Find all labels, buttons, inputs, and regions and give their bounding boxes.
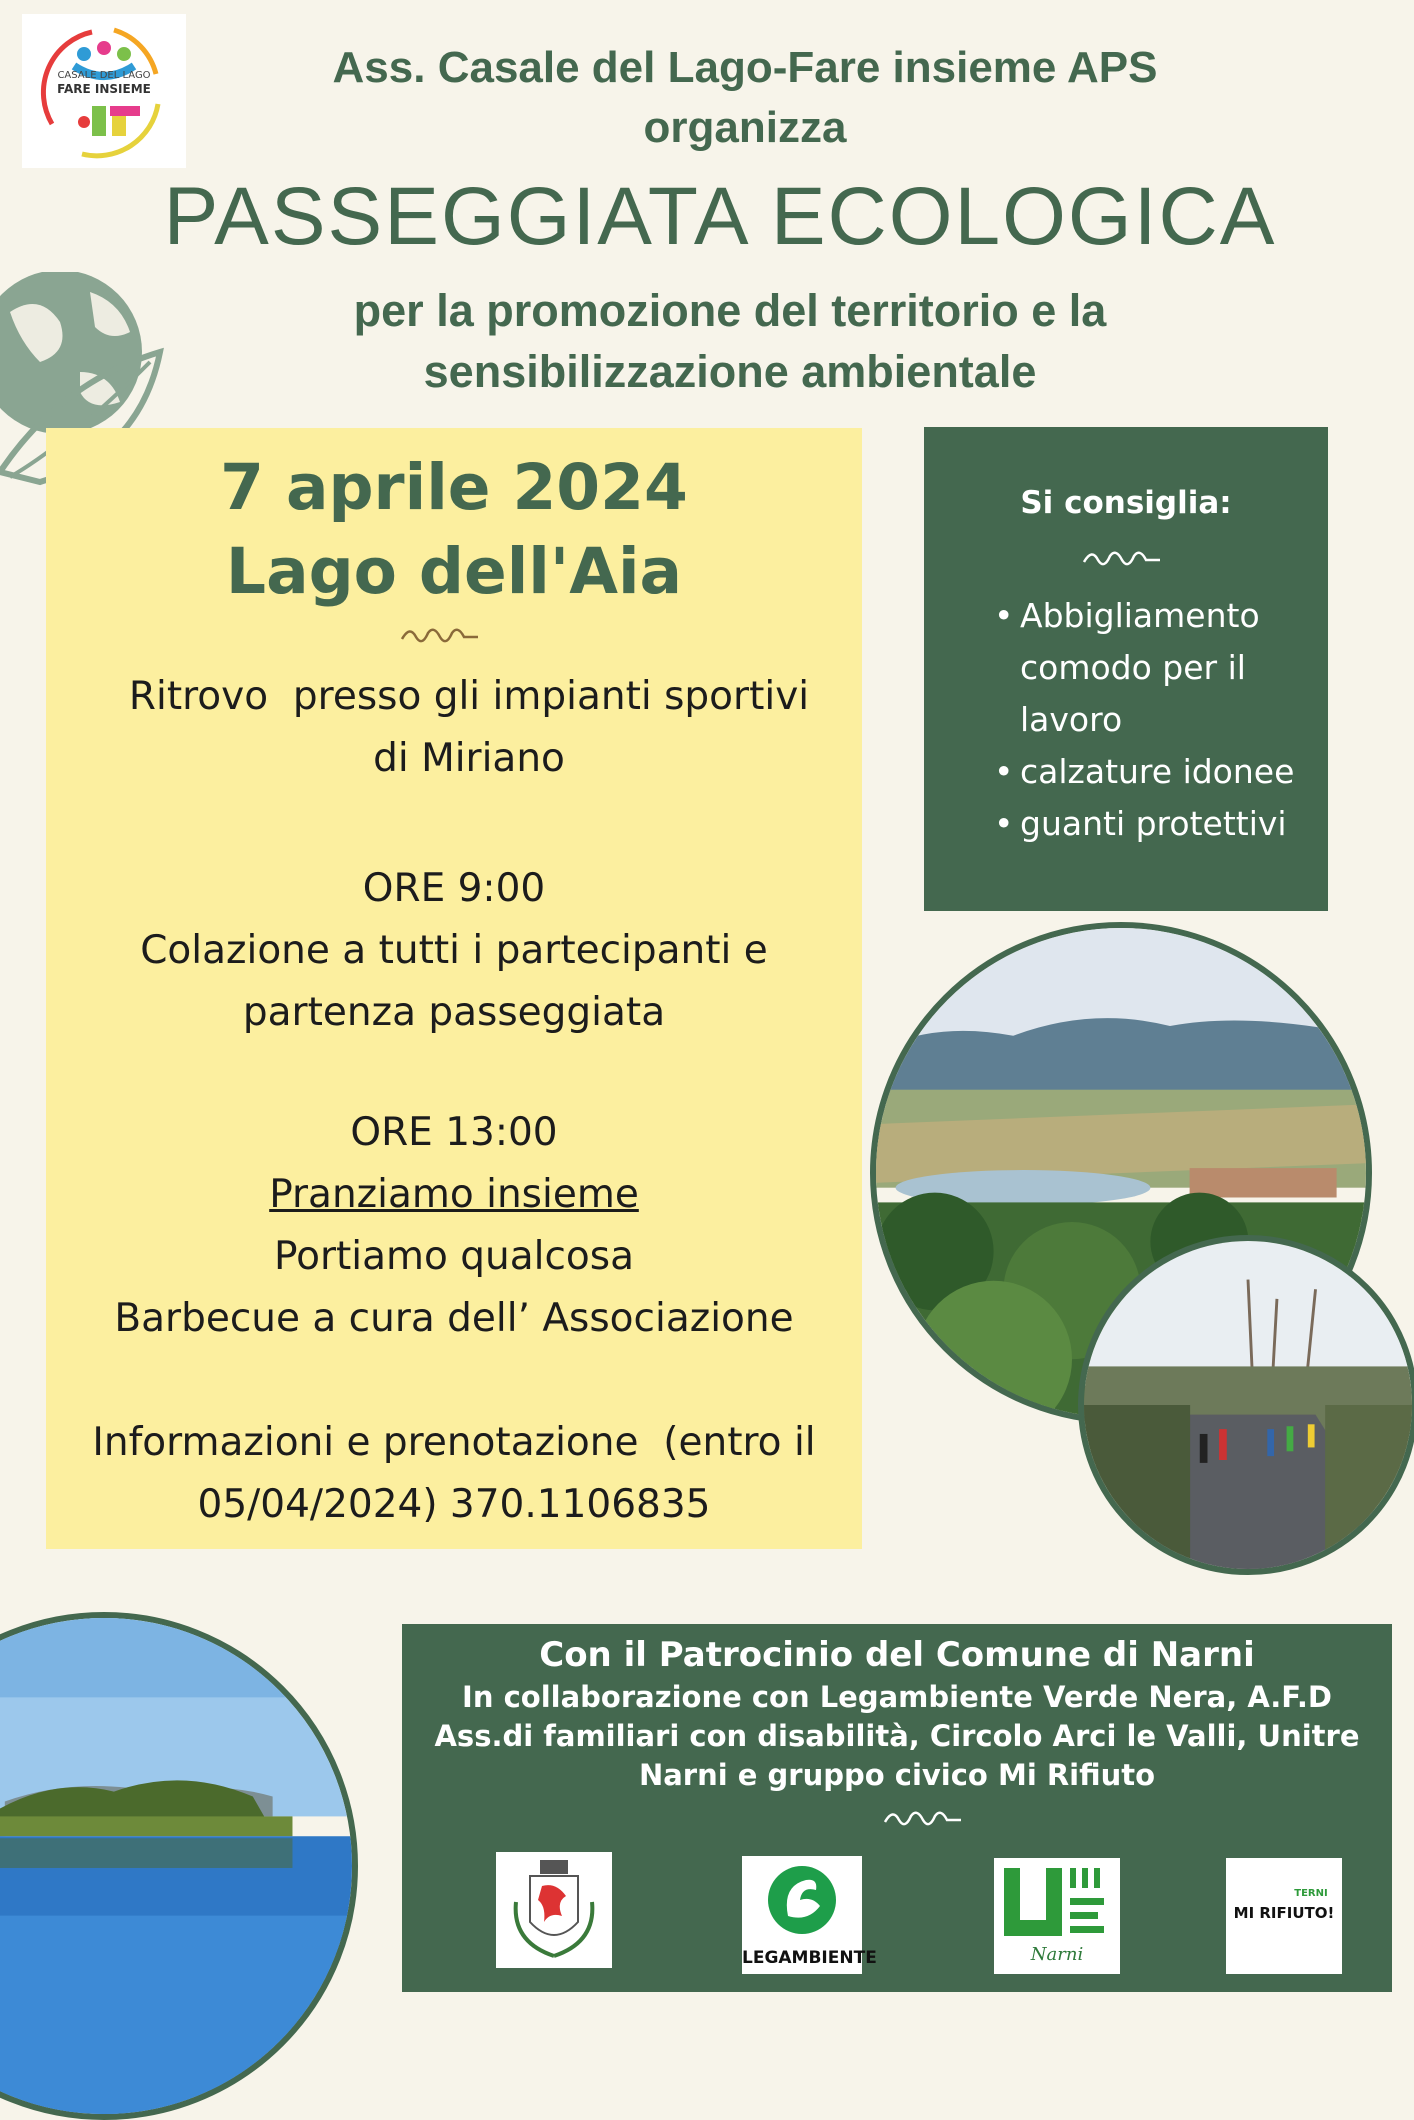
meeting-line-2: di Miriano xyxy=(373,736,565,781)
recommendations-title: Si consiglia: xyxy=(1020,485,1232,521)
event-date-place xyxy=(46,446,862,614)
organizer-heading xyxy=(250,38,1240,158)
event-date: 7 aprile 2024 xyxy=(220,451,688,524)
time-1-description xyxy=(46,920,862,1044)
coat-of-arms-icon xyxy=(496,1852,612,1968)
lunch-line-2: Barbecue a cura dell’ Associazione xyxy=(114,1296,794,1341)
recommendation-item: • calzature idonee xyxy=(990,746,1310,798)
booking-info xyxy=(46,1412,862,1536)
unitre-narni-logo xyxy=(994,1858,1120,1974)
patronage-text: Con il Patrocinio del Comune di Narni xyxy=(539,1635,1255,1675)
event-title: PASSEGGIATA ECOLOGICA xyxy=(163,171,1277,262)
event-place: Lago dell'Aia xyxy=(225,535,683,608)
info-line-1: Informazioni e prenotazione (entro il xyxy=(92,1420,816,1465)
logo-text-bottom: FARE INSIEME xyxy=(57,82,151,96)
lunch-info xyxy=(46,1164,862,1350)
squiggle-divider-icon xyxy=(1082,548,1162,568)
mi-rifiuto-text: MI RIFIUTO! xyxy=(1233,1904,1335,1922)
legambiente-swan-icon xyxy=(742,1856,862,1946)
unitre-text: Narni xyxy=(1030,1944,1084,1965)
legambiente-text: LEGAMBIENTE xyxy=(742,1948,877,1968)
recommendation-item: • guanti protettivi xyxy=(990,798,1310,850)
time-2: ORE 13:00 xyxy=(350,1110,558,1155)
squiggle-divider-icon xyxy=(400,625,480,645)
squiggle-divider-icon xyxy=(868,1808,978,1828)
desc1-line-2: partenza passeggiata xyxy=(242,990,666,1035)
subtitle-line-1: per la promozione del territorio e la xyxy=(353,285,1107,336)
recommendation-item: • Abbigliamento comodo per il lavoro xyxy=(990,590,1310,746)
info-line-2: 05/04/2024) 370.1106835 xyxy=(197,1482,711,1527)
recommendations-list xyxy=(990,590,1310,850)
time-1: ORE 9:00 xyxy=(362,866,546,911)
mi-rifiuto-logo xyxy=(1226,1858,1342,1974)
organizer-name: Ass. Casale del Lago-Fare insieme APS xyxy=(332,43,1158,92)
meeting-line-1: Ritrovo presso gli impianti sportivi xyxy=(128,674,810,719)
association-logo xyxy=(22,14,186,168)
logo-text-top: CASALE DEL LAGO xyxy=(57,70,151,81)
meeting-point xyxy=(46,666,862,790)
unitre-icon xyxy=(994,1858,1120,1948)
lake-photo xyxy=(0,1612,358,2120)
event-subtitle xyxy=(220,280,1240,402)
narni-coat-of-arms-logo xyxy=(496,1852,612,1968)
lunch-title: Pranziamo insieme xyxy=(269,1172,639,1217)
walkers-photo xyxy=(1078,1235,1414,1575)
desc1-line-1: Colazione a tutti i partecipanti e xyxy=(140,928,768,973)
mi-rifiuto-small-text: TERNI xyxy=(1294,1888,1328,1899)
subtitle-line-2: sensibilizzazione ambientale xyxy=(423,346,1037,397)
collaboration-text: In collaborazione con Legambiente Verde Nera, A.F.D Ass.di familiari con disabilità, Circolo Arci le Valli, Unitre Narni e gruppo civico Mi Rifiuto xyxy=(434,1680,1360,1792)
lunch-line-1: Portiamo qualcosa xyxy=(273,1234,635,1279)
legambiente-logo xyxy=(742,1856,877,1974)
organizes-word: organizza xyxy=(643,103,847,152)
